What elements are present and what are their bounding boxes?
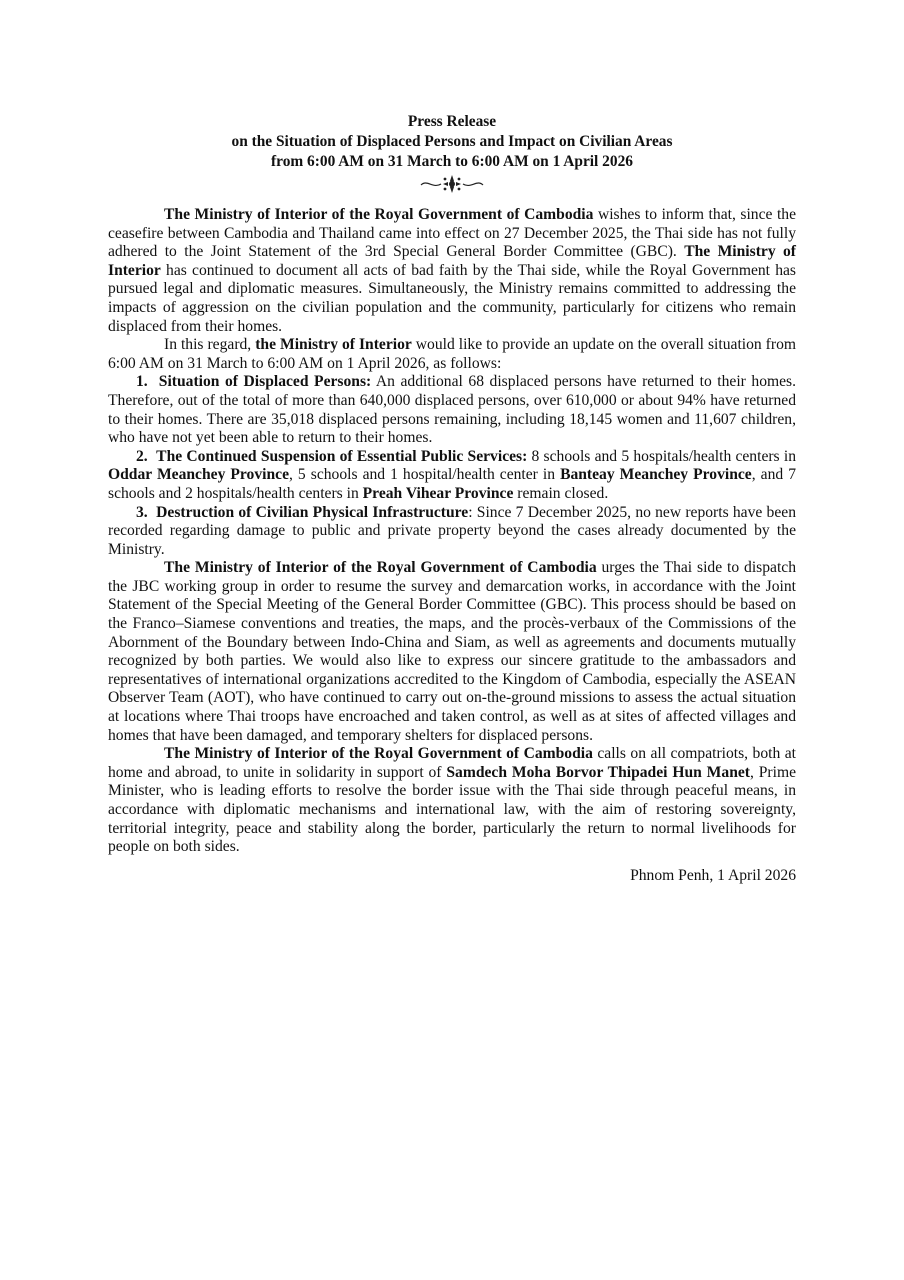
solidarity-paragraph	[108, 745, 796, 857]
solidarity-text: calls on all compatriots, both at home and abroad, to unite in solidarity in support of	[108, 745, 796, 781]
item-text: remain closed.	[513, 484, 609, 502]
document-body	[108, 206, 796, 885]
ministry-name-short: The Ministry of Interior	[108, 243, 796, 279]
item-heading: Destruction of Civilian Physical Infrastructure	[156, 503, 469, 521]
province-name: Banteay Meanchey Province	[560, 466, 752, 484]
document-subtitle: on the Situation of Displaced Persons and Impact on Civilian Areas	[231, 133, 673, 150]
floral-divider-icon	[108, 174, 796, 196]
item-heading: Situation of Displaced Persons:	[158, 373, 372, 391]
intro-paragraph	[108, 206, 796, 336]
province-name: Preah Vihear Province	[362, 484, 514, 502]
document-page	[108, 112, 796, 885]
document-title: Press Release	[407, 113, 497, 130]
ministry-name-short: the Ministry of Interior	[255, 336, 412, 354]
solidarity-text-2: , Prime Minister, who is leading efforts to resolve the border issue with the Thai side through peaceful means, in accordance with diplomatic mechanisms and international law, with the aim of restoring sovereignty, territorial integrity, peace and stability along the border, particularly the return to normal livelihoods for people on both sides.	[108, 763, 796, 856]
document-period: from 6:00 AM on 31 March to 6:00 AM on 1 April 2026	[271, 153, 633, 170]
item-text: : Since 7 December 2025, no new reports have been recorded regarding damage to public and private property beyond the cases already documented by the Ministry.	[108, 503, 796, 558]
floral-divider-icon	[417, 174, 487, 194]
update-paragraph	[108, 336, 796, 373]
province-name: Oddar Meanchey Province	[108, 466, 289, 484]
item-text: , and 7 schools and 2 hospitals/health centers in	[108, 466, 797, 502]
item-text: An additional 68 displaced persons have returned to their homes. Therefore, out of the total of more than 640,000 displaced persons, over 610,000 or about 94% have returned to their homes. There are 35,018 displaced persons remaining, including 18,145 women and 11,607 children, who have not yet been able to return to their homes.	[108, 373, 797, 447]
intro-text-2: has continued to document all acts of bad faith by the Thai side, while the Royal Government has pursued legal and diplomatic measures. Simultaneously, the Ministry remains committed to addressing the impacts of aggression on the civilian population and the community, particularly for citizens who remain displaced from their homes.	[108, 261, 796, 335]
item-text: , 5 schools and 1 hospital/health center in	[289, 466, 561, 484]
ministry-name: The Ministry of Interior of the Royal Government of Cambodia	[164, 559, 597, 577]
urge-paragraph	[108, 559, 796, 745]
list-item-public-services	[108, 448, 796, 504]
item-number: 3.	[136, 503, 148, 521]
list-item-infrastructure	[108, 504, 796, 560]
prime-minister-name: Samdech Moha Borvor Thipadei Hun Manet	[446, 763, 750, 781]
place-date: Phnom Penh, 1 April 2026	[630, 866, 796, 884]
update-text: In this regard,	[164, 336, 256, 354]
intro-text: wishes to inform that, since the ceasefire between Cambodia and Thailand came into effect on 27 December 2025, the Thai side has not fully adhered to the Joint Statement of the 3rd Special General Border Committee (GBC).	[108, 206, 796, 261]
item-number: 1.	[136, 373, 148, 391]
item-heading: The Continued Suspension of Essential Public Services:	[156, 447, 528, 465]
list-item-displaced-persons	[108, 373, 796, 447]
ministry-name: The Ministry of Interior of the Royal Government of Cambodia	[164, 745, 593, 763]
item-text: 8 schools and 5 hospitals/health centers in	[527, 447, 796, 465]
update-text-2: would like to provide an update on the overall situation from 6:00 AM on 31 March to 6:00 AM on 1 April 2026, as follows:	[108, 336, 796, 372]
urge-text: urges the Thai side to dispatch the JBC working group in order to resume the survey and demarcation works, in accordance with the Joint Statement of the Special Meeting of the General Border Committee (GBC). This process should be based on the Franco–Siamese conventions and treaties, the maps, and the procès-verbaux of the Commissions of the Abornment of the Boundary between Indo-China and Siam, as well as agreements and documents mutually recognized by both parties. We would also like to express our sincere gratitude to the ambassadors and representatives of international organizations accredited to the Kingdom of Cambodia, especially the ASEAN Observer Team (AOT), who have continued to carry out on-the-ground missions to assess the actual situation at locations where Thai troops have encroached and taken control, as well as at sites of affected villages and homes that have been damaged, and temporary shelters for displaced persons.	[108, 559, 796, 744]
ministry-name: The Ministry of Interior of the Royal Government of Cambodia	[164, 206, 594, 223]
item-number: 2.	[136, 447, 148, 465]
